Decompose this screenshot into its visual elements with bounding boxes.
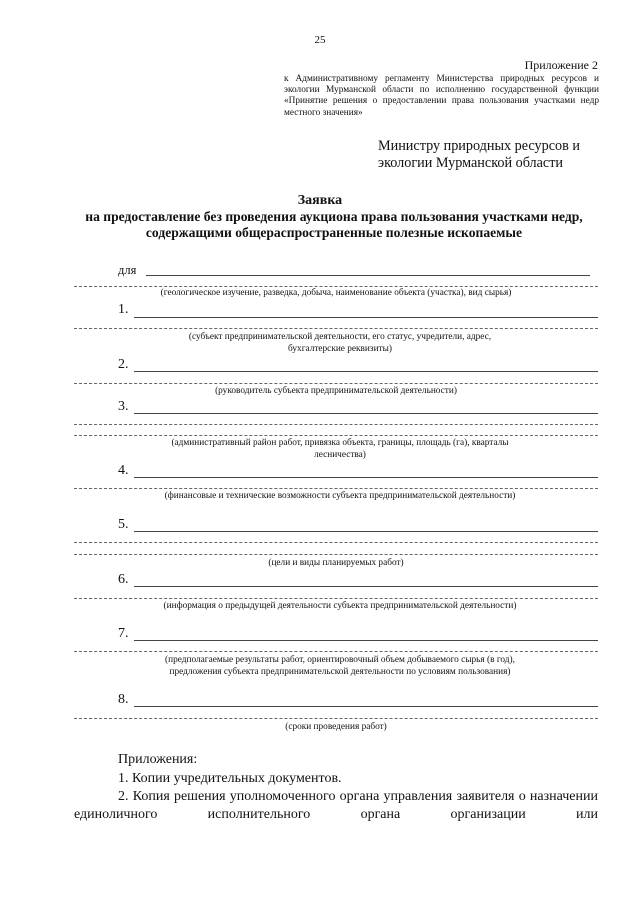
document-title: Заявка xyxy=(297,193,343,208)
fill-line-3[interactable] xyxy=(134,413,598,414)
caption-purpose: (геологическое изучение, разведка, добыча, наименование объекта (участка), вид сырья) xyxy=(160,288,512,298)
appendix-description: к Административному регламенту Министерства природных ресурсов и экологии Мурманской области по исполнению государственной функции «Принятие решения о предоставлении права пользования участками недр местного значения» xyxy=(284,74,599,118)
caption-7: (предполагаемые результаты работ, ориентировочный объем добываемого сырья (в год), предложения субъекта предпринимательской деятельности по условиям пользования) xyxy=(165,655,515,677)
attachments-title: Приложения: xyxy=(118,752,198,767)
dotted-line xyxy=(74,718,598,719)
appendix-title: Приложение 2 xyxy=(524,58,598,72)
caption-6: (информация о предыдущей деятельности субъекта предпринимательской деятельности) xyxy=(163,601,517,611)
fill-line-2[interactable] xyxy=(134,371,598,372)
dotted-line xyxy=(74,598,598,599)
item-number-7: 7. xyxy=(118,626,129,641)
addressee-line-2: экологии Мурманской области xyxy=(378,155,564,171)
caption-1: (субъект предпринимательской деятельности, его статус, учредители, адрес, бухгалтерские реквизиты) xyxy=(188,332,492,354)
dotted-line xyxy=(74,435,598,436)
dotted-line xyxy=(74,286,598,287)
attachment-item-1: 1. Копии учредительных документов. xyxy=(118,771,342,786)
dotted-line xyxy=(74,542,598,543)
caption-5: (цели и виды планируемых работ) xyxy=(268,558,404,568)
fill-line-1[interactable] xyxy=(134,317,598,318)
item-number-5: 5. xyxy=(118,517,129,532)
dotted-line xyxy=(74,328,598,329)
fill-line-4[interactable] xyxy=(134,477,598,478)
item-number-4: 4. xyxy=(118,463,129,478)
for-label: для xyxy=(118,263,137,277)
fill-line-5[interactable] xyxy=(134,531,598,532)
fill-line-purpose[interactable] xyxy=(146,275,590,276)
dotted-line xyxy=(74,554,598,555)
caption-2: (руководитель субъекта предпринимательской деятельности) xyxy=(215,386,457,396)
document-subtitle: на предоставление без проведения аукциона права пользования участками недр, содержащими общераспространенные полезные ископаемые xyxy=(85,209,583,240)
page-number: 25 xyxy=(314,34,326,46)
caption-4: (финансовые и технические возможности субъекта предпринимательской деятельности) xyxy=(164,491,516,501)
item-number-2: 2. xyxy=(118,357,129,372)
addressee-line-1: Министру природных ресурсов и xyxy=(378,138,580,154)
attachment-item-2: 2. Копия решения уполномоченного органа управления заявителя о назначении единоличного исполнительного органа организации или xyxy=(74,789,598,822)
addressee xyxy=(378,138,580,172)
dotted-line xyxy=(74,488,598,489)
dotted-line xyxy=(74,383,598,384)
item-number-1: 1. xyxy=(118,302,129,317)
caption-8: (сроки проведения работ) xyxy=(285,722,387,732)
caption-3: (административный район работ, привязка объекта, границы, площадь (га), кварталы лесничества) xyxy=(171,438,509,460)
dotted-line xyxy=(74,424,598,425)
fill-line-8[interactable] xyxy=(134,706,598,707)
item-number-3: 3. xyxy=(118,399,129,414)
fill-line-7[interactable] xyxy=(134,640,598,641)
item-number-6: 6. xyxy=(118,572,129,587)
dotted-line xyxy=(74,651,598,652)
fill-line-6[interactable] xyxy=(134,586,598,587)
item-number-8: 8. xyxy=(118,692,129,707)
